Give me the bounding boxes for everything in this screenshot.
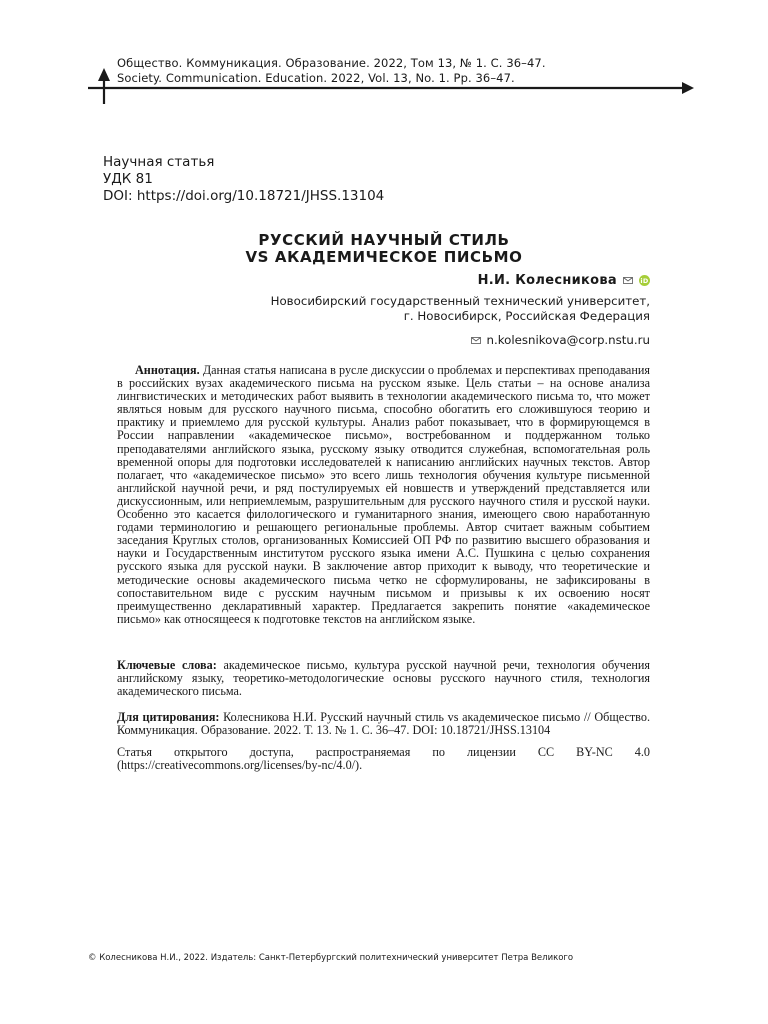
affiliation-line-1: Новосибирский государственный технический университет, — [270, 294, 650, 308]
journal-citation-ru: Общество. Коммуникация. Образование. 2022, Том 13, № 1. С. 36–47. — [117, 56, 546, 70]
author-name: Н.И. Колесникова — [477, 273, 617, 288]
header-rule — [0, 0, 768, 110]
article-title-line-1: РУССКИЙ НАУЧНЫЙ СТИЛЬ — [258, 231, 510, 249]
license-note — [117, 746, 650, 772]
journal-citation-en: Society. Communication. Education. 2022, Vol. 13, No. 1. Pp. 36–47. — [117, 71, 515, 85]
article-title-line-2: VS АКАДЕМИЧЕСКОЕ ПИСЬМО — [245, 248, 523, 266]
citation — [117, 711, 650, 737]
author-email[interactable]: n.kolesnikova@corp.nstu.ru — [486, 333, 650, 347]
email-row — [471, 333, 650, 347]
article-type: Научная статья — [103, 154, 215, 170]
keywords — [117, 659, 650, 698]
orcid-icon[interactable]: iD — [640, 276, 649, 285]
doi-link[interactable]: DOI: https://doi.org/10.18721/JHSS.13104 — [103, 188, 385, 204]
keywords-text: академическое письмо, культура русской научной речи, технология обучения английскому языку, теоретико-методологические основы русского научного стиля, технология академического письма. — [117, 658, 650, 699]
author-row — [478, 273, 650, 288]
license-text: Статья открытого доступа, распространяемая по лицензии CC BY-NC 4.0 (https://creativecommons.org/licenses/by-nc/4.0/). — [117, 745, 650, 773]
mail-icon — [471, 337, 481, 344]
abstract-label: Аннотация. — [135, 363, 200, 377]
abstract-text: Данная статья написана в русле дискуссии о проблемах и перспективах преподавания в российских вузах академического письма на русском языке. Цель статьи – на основе анализа лингвистических и методических работ выявить в технологии академического письма то, что может являться новым для русского научного письма, способно обогатить его сложившуюся теорию и практику и приемлемо для русской культуры. Анализ работ показывает, что в формирующемся в России направлении «академическое письмо», востребованном и поддержанном только преподавателями английского языка, русскому языку отводится служебная, вспомогательная роль временной опоры для подготовки исследователей к написанию английских научных текстов. Автор полагает, что «академическое письмо» это всего лишь технология обучения культуре письменной английской научной речи, и ряд постулируемых ей новшеств и утверждений представляется или дискуссионным, или неприемлемым, разрушительным для русского научного стиля и русской науки. Особенно это касается филологического и гуманитарного знания, имеющего свою наработанную годами терминологию и решающего региональные проблемы. Автор считает важным событием заседания Круглых столов, организованных Комиссией ОП РФ по развитию высшего образования и науки и Государственным институтом русского языка имени А.С. Пушкина с целью сохранения русского языка для русской науки. В заключение автор приходит к выводу, что теоретические и методические основы академического письма четко не сформулированы, не зафиксированы в сопоставительном виде с русским научным письмом и призывы к их освоению носят преимущественно декларативный характер. Предлагается закрепить понятие «академическое письмо» как относящееся к подготовке текстов на английском языке. — [117, 363, 650, 626]
keywords-label: Ключевые слова: — [117, 658, 217, 672]
citation-label: Для цитирования: — [117, 710, 220, 724]
affiliation-line-2: г. Новосибирск, Российская Федерация — [403, 309, 650, 323]
udc-code: УДК 81 — [103, 171, 153, 187]
mail-icon — [623, 277, 633, 284]
copyright-footer: © Колесникова Н.И., 2022. Издатель: Санкт-Петербургский политехнический университет Петра Великого — [88, 953, 574, 963]
abstract — [117, 364, 650, 626]
citation-text: Колесникова Н.И. Русский научный стиль vs академическое письмо // Общество. Коммуникация. Образование. 2022. Т. 13. № 1. С. 36–47. DOI: 10.18721/JHSS.13104 — [117, 710, 650, 738]
